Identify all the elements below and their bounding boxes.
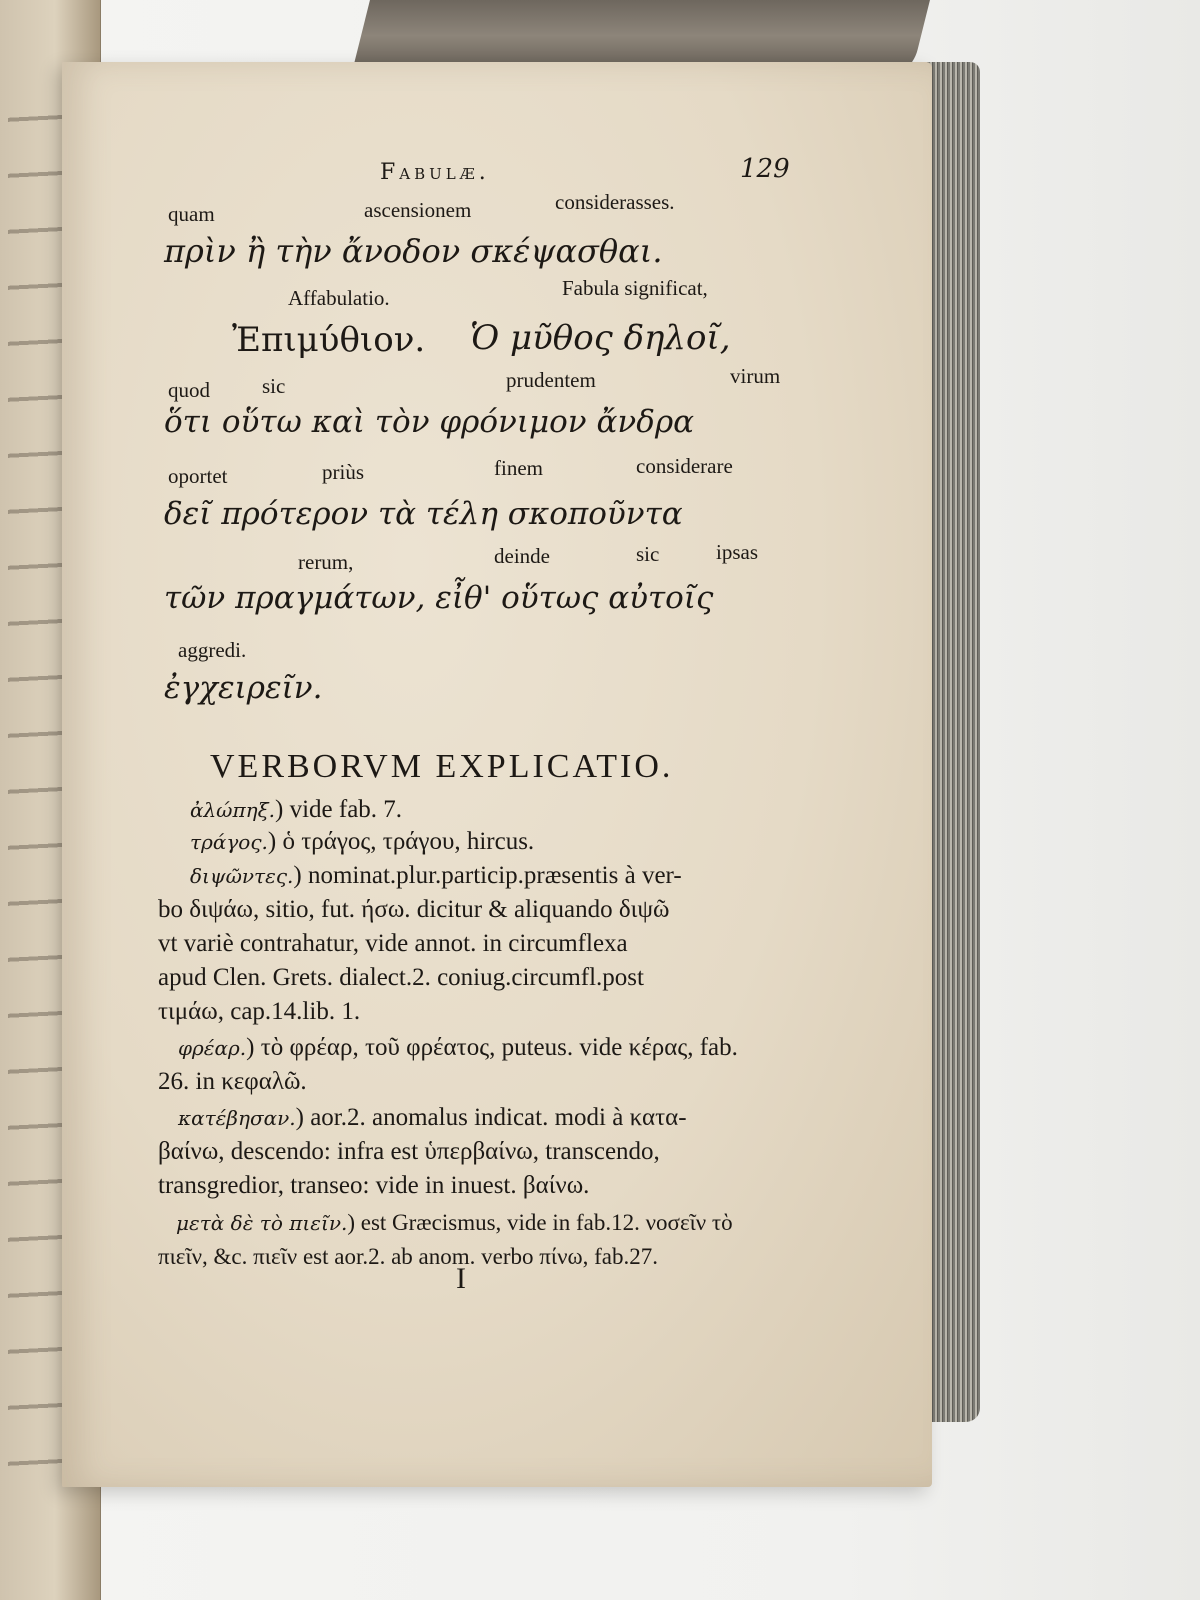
entry-line — [158, 1244, 658, 1270]
entry-text: τιμάω, cap.14.lib. 1. — [158, 998, 361, 1025]
entry-text: ) nominat.plur.particip.præsentis à ver- — [293, 862, 682, 889]
latin-gloss: Affabulatio. — [288, 286, 390, 310]
entry-line — [190, 862, 682, 890]
latin-gloss: ipsas — [716, 540, 758, 564]
entry-text: ) τὸ φρέαρ, τοῦ φρέατος, puteus. vide κέρας, fab. — [246, 1034, 738, 1061]
section-title: VERBORVM EXPLICATIO. — [210, 748, 674, 785]
greek-headword: τράγος. — [190, 830, 268, 854]
greek-line: Ὁ μῦθος δηλοῖ, — [470, 318, 731, 358]
entry-text: πιεῖν, &c. πιεῖν est aor.2. ab anom. verbo πίνω, fab.27. — [158, 1244, 658, 1269]
latin-gloss: sic — [636, 542, 660, 566]
latin-gloss: considerasses. — [555, 190, 675, 214]
latin-gloss: Fabula significat, — [562, 276, 708, 300]
entry-line — [176, 1210, 733, 1236]
entry-line — [158, 1068, 307, 1096]
greek-line: τῶν πραγμάτων, εἶθ' οὕτως αὐτοῖς — [164, 580, 714, 616]
entry-line — [178, 1034, 738, 1062]
entry-line — [158, 964, 644, 992]
entry-line — [158, 998, 360, 1026]
page-number: 129 — [740, 154, 790, 184]
signature-mark: I — [456, 1262, 466, 1295]
greek-headword: κατέβησαν. — [178, 1106, 296, 1130]
greek-line: δεῖ πρότερον τὰ τέλη σκοποῦντα — [164, 496, 683, 532]
entry-text: ) est Græcismus, vide in fab.12. νοσεῖν τὸ — [347, 1210, 733, 1235]
entry-text: bo διψάω, sitio, fut. ήσω. dicitur & aliquando διψῶ — [158, 896, 670, 923]
entry-line — [158, 1138, 660, 1166]
entry-text: transgredior, transeo: vide in inuest. βαίνω. — [158, 1172, 590, 1199]
greek-line: πρὶν ἢ τὴν ἄνοδον σκέψασθαι. — [164, 232, 663, 270]
entry-line — [190, 796, 402, 824]
latin-gloss: aggredi. — [178, 638, 247, 662]
entry-line — [158, 930, 628, 958]
entry-line — [190, 828, 534, 856]
running-head: Fabulæ. — [380, 160, 490, 185]
entry-text: apud Clen. Grets. dialect.2. coniug.circumfl.post — [158, 964, 644, 991]
latin-gloss: quam — [168, 202, 215, 226]
entry-line — [158, 896, 669, 924]
latin-gloss: finem — [494, 456, 543, 480]
latin-gloss: quod — [168, 378, 210, 402]
entry-line — [178, 1104, 687, 1132]
entry-text: 26. in κεφαλῶ. — [158, 1068, 307, 1095]
greek-headword: μετὰ δὲ τὸ πιεῖν. — [176, 1211, 348, 1235]
greek-headword: φρέαρ. — [178, 1036, 247, 1060]
latin-gloss: oportet — [168, 464, 228, 488]
greek-headword: ἀλώπηξ. — [190, 798, 275, 822]
entry-text: vt variè contrahatur, vide annot. in circumflexa — [158, 930, 628, 957]
greek-headword: διψῶντες. — [190, 864, 294, 888]
latin-gloss: prudentem — [506, 368, 596, 392]
latin-gloss: deinde — [494, 544, 550, 568]
latin-gloss: ascensionem — [364, 198, 472, 222]
latin-gloss: priùs — [322, 460, 364, 484]
entry-text: ) aor.2. anomalus indicat. modi à κατα- — [295, 1104, 687, 1131]
latin-gloss: considerare — [636, 454, 733, 478]
entry-text: ) ὁ τράγος, τράγου, hircus. — [267, 828, 535, 855]
latin-gloss: virum — [730, 364, 781, 388]
greek-line: ἐγχειρεῖν. — [164, 670, 323, 706]
latin-gloss: rerum, — [298, 550, 354, 574]
latin-gloss: sic — [262, 374, 286, 398]
entry-text: ) vide fab. 7. — [275, 796, 403, 823]
entry-text: βαίνω, descendo: infra est ὑπερβαίνω, transcendo, — [158, 1138, 660, 1165]
greek-line: ὅτι οὕτω καὶ τὸν φρόνιμον ἄνδρα — [164, 404, 695, 440]
entry-line — [158, 1172, 589, 1200]
greek-line: Ἐπιμύθιον. — [232, 320, 426, 360]
